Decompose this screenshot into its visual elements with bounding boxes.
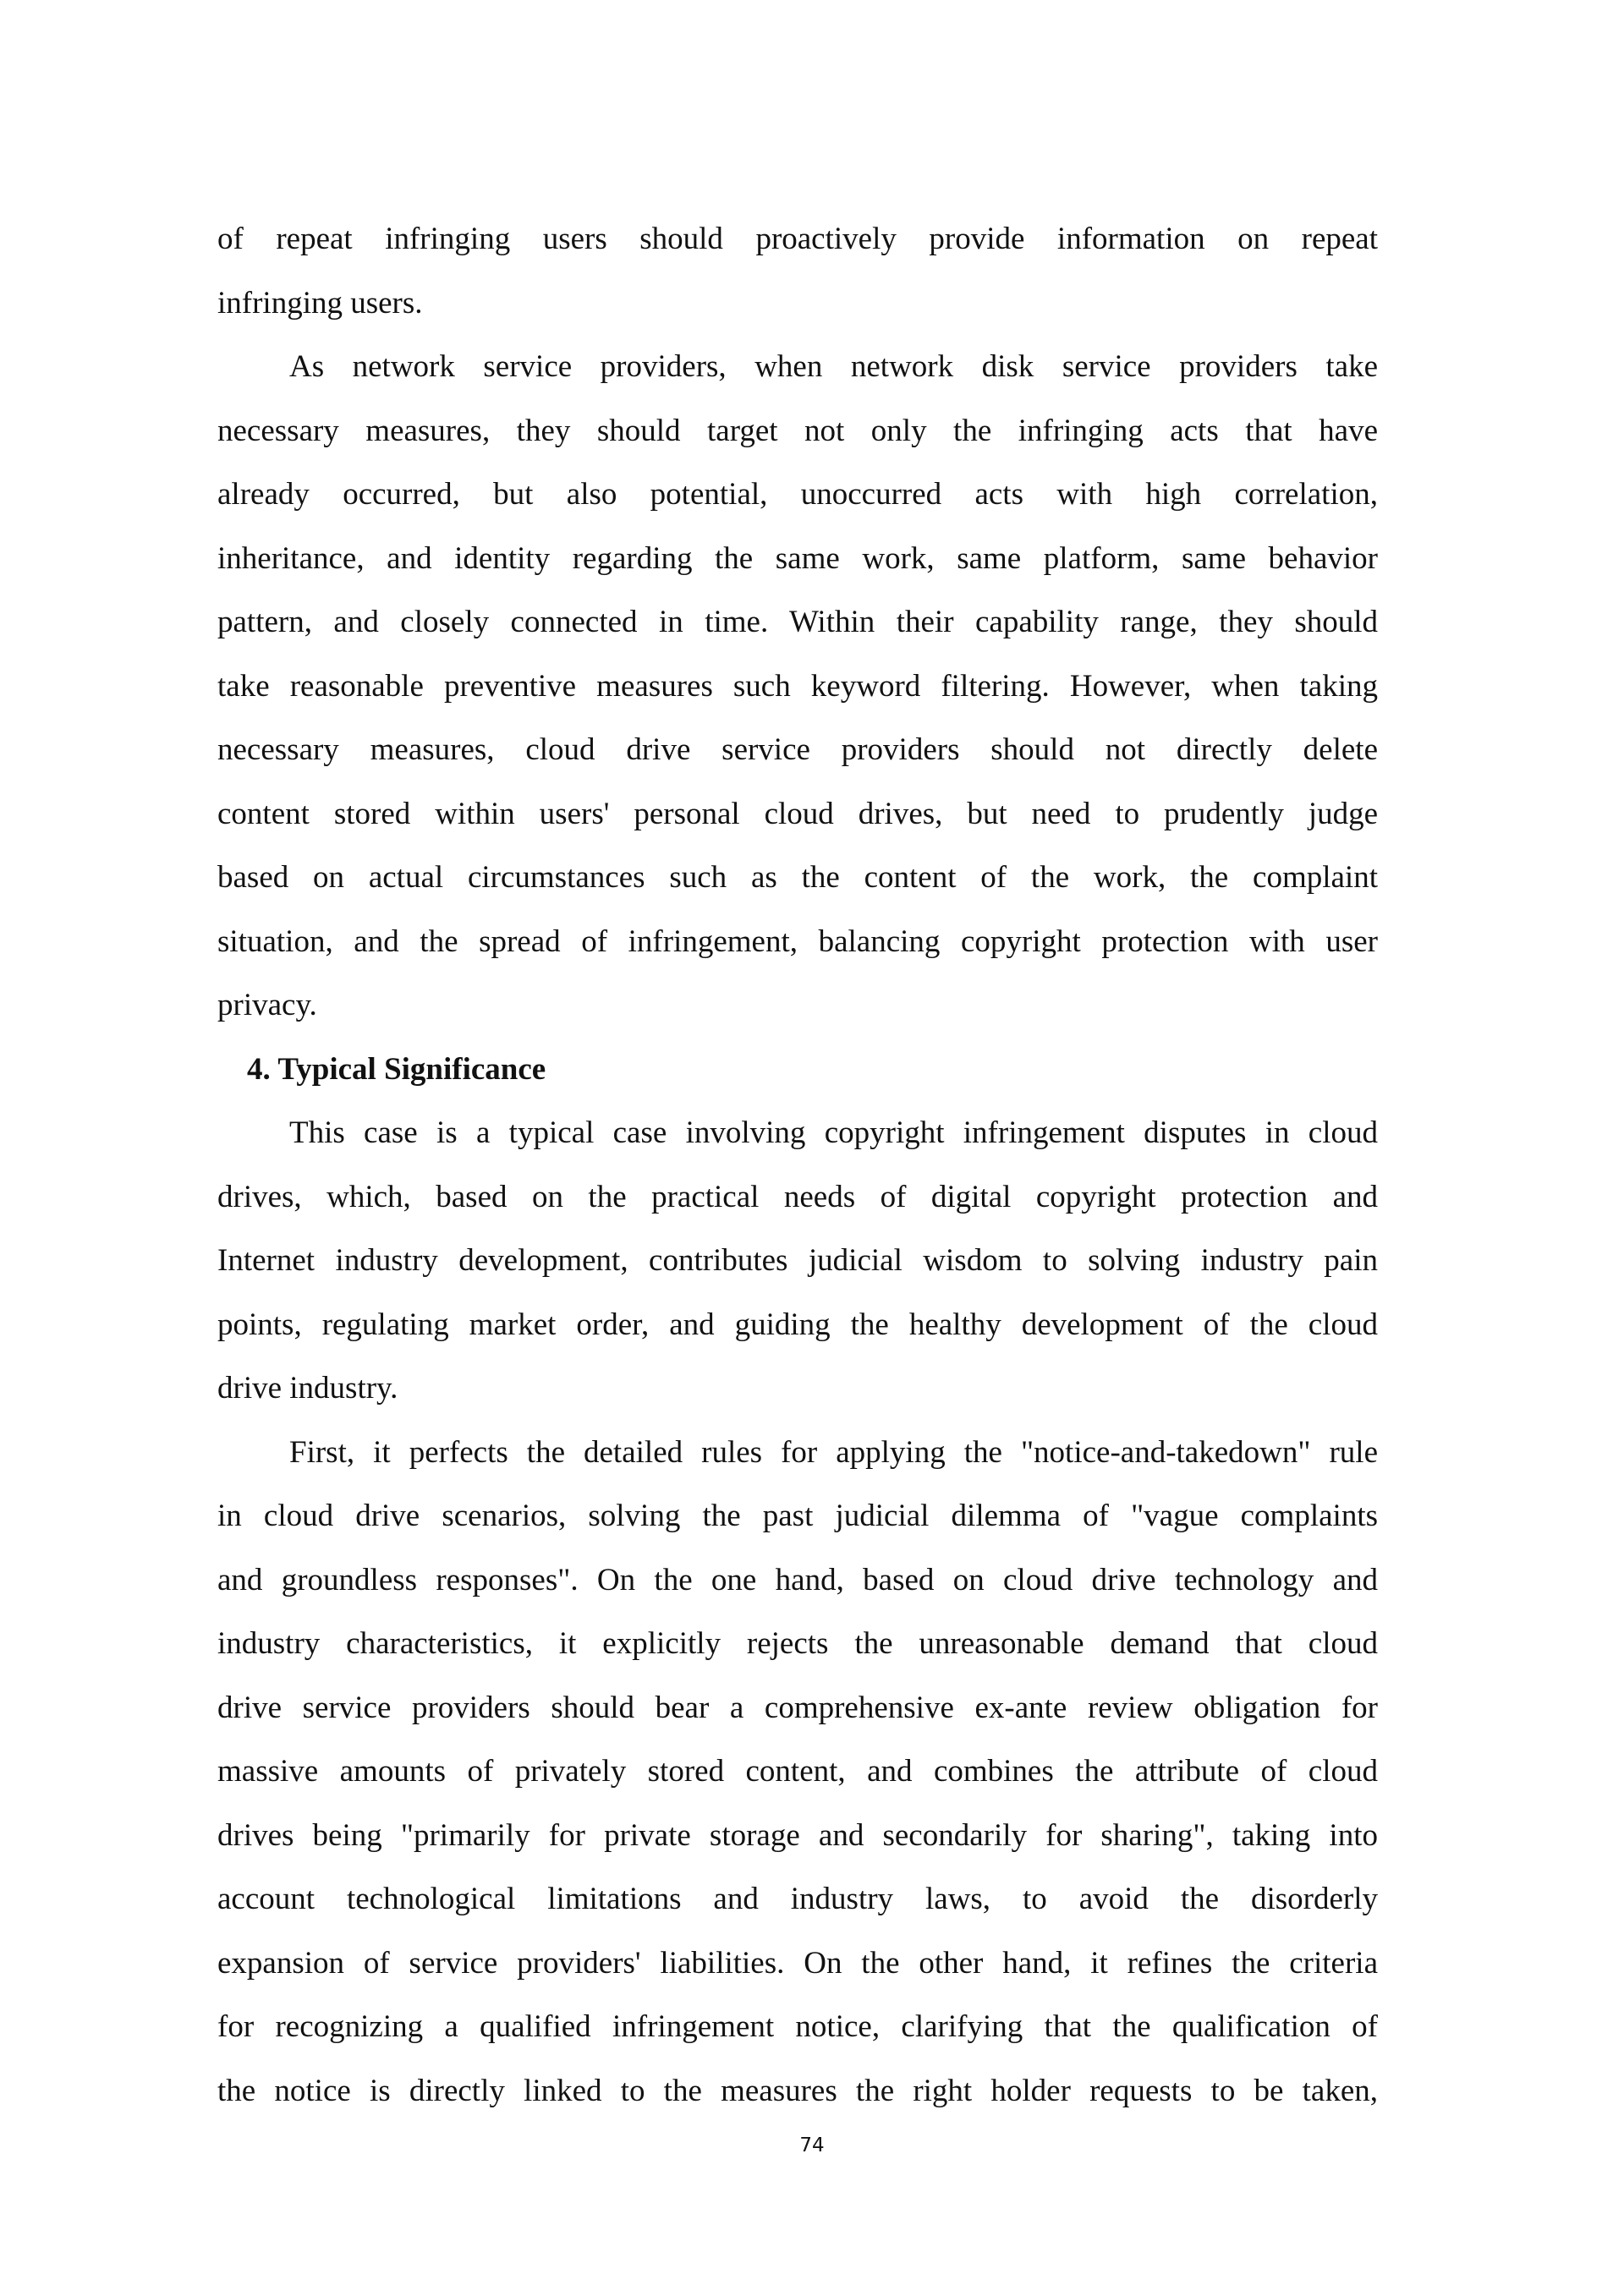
text-line: content stored within users' personal cloud drives, but need to prudently judge — [217, 796, 1378, 831]
text-line: expansion of service providers' liabilities. On the other hand, it refines the criteria — [217, 1945, 1378, 1981]
text-line: already occurred, but also potential, unoccurred acts with high correlation, — [217, 477, 1378, 512]
text-line: privacy. — [217, 988, 317, 1022]
text-line: infringing users. — [217, 285, 423, 321]
text-line: necessary measures, cloud drive service providers should not directly delete — [217, 732, 1378, 767]
text-line: account technological limitations and industry laws, to avoid the disorderly — [217, 1882, 1378, 1916]
text-line: industry characteristics, it explicitly rejects the unreasonable demand that cloud — [217, 1626, 1378, 1661]
text-line: As network service providers, when network disk service providers take — [289, 349, 1378, 384]
text-line: situation, and the spread of infringement, balancing copyright protection with user — [217, 923, 1378, 959]
paragraph-necessary-measures — [217, 335, 1378, 1038]
text-line: based on actual circumstances such as the content of the work, the complaint — [217, 860, 1378, 895]
text-line: inheritance, and identity regarding the same work, same platform, same behavior — [217, 540, 1378, 576]
text-line: the notice is directly linked to the measures the right holder requests to be taken, — [217, 2073, 1378, 2108]
paragraph-typical-case — [217, 1101, 1378, 1421]
text-line: drives being "primarily for private storage and secondarily for sharing", taking into — [217, 1817, 1378, 1853]
paragraph-first-point — [217, 1421, 1378, 2123]
section-heading: 4. Typical Significance — [247, 1051, 546, 1087]
text-line: drives, which, based on the practical needs of digital copyright protection and — [217, 1179, 1378, 1214]
text-line: pattern, and closely connected in time. Within their capability range, they should — [217, 605, 1378, 639]
paragraph-continuation — [217, 207, 1378, 335]
text-line: in cloud drive scenarios, solving the past judicial dilemma of "vague complaints — [217, 1499, 1378, 1533]
text-column — [217, 207, 1378, 2123]
text-line: This case is a typical case involving copyright infringement disputes in cloud — [289, 1115, 1378, 1150]
text-line: for recognizing a qualified infringement notice, clarifying that the qualification of — [217, 2009, 1378, 2044]
text-line: drive industry. — [217, 1371, 398, 1406]
text-line: and groundless responses". On the one hand, based on cloud drive technology and — [217, 1562, 1378, 1597]
text-line: take reasonable preventive measures such keyword filtering. However, when taking — [217, 668, 1378, 704]
text-line: of repeat infringing users should proactively provide information on repeat — [217, 222, 1378, 256]
text-line: Internet industry development, contributes judicial wisdom to solving industry pain — [217, 1243, 1378, 1278]
text-line: First, it perfects the detailed rules for applying the "notice-and-takedown" rule — [289, 1434, 1378, 1470]
page-number: 74 — [799, 2134, 825, 2156]
text-line: drive service providers should bear a comprehensive ex-ante review obligation for — [217, 1690, 1378, 1725]
text-line: points, regulating market order, and guiding the healthy development of the cloud — [217, 1307, 1378, 1342]
text-line: massive amounts of privately stored content, and combines the attribute of cloud — [217, 1754, 1378, 1789]
text-line: necessary measures, they should target not only the infringing acts that have — [217, 413, 1378, 448]
